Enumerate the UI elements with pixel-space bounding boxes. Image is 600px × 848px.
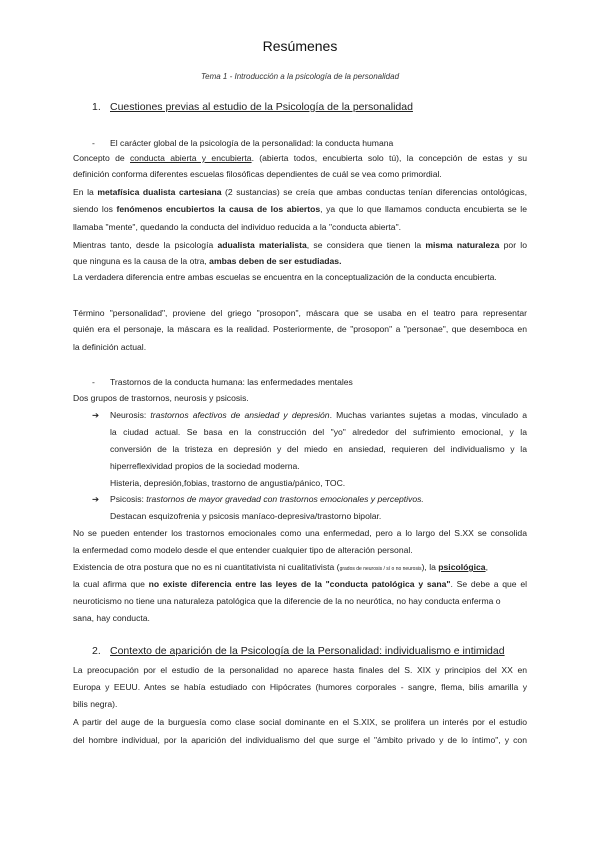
paragraph-line: Europa y EEUU. Antes se había estudiado con Hipócrates (humores corporales - sangre, flema, bilis amarilla y (73, 682, 527, 692)
paragraph-line: del hombre individual, por la aparición del individualismo del que surge el "ámbito privado y de lo íntimo", y con (73, 735, 527, 745)
section-2-number: 2. (92, 645, 101, 657)
bullet-dash: - (92, 138, 95, 148)
paragraph-line: quién era el personaje, la máscara es la realidad. Posteriormente, de "prosopon" a "personae", que desemboca en (73, 324, 527, 334)
paragraph-line: la ciudad actual. Se basa en la construcción del "yo" alrededor del sufrimiento emocional, y la (110, 427, 527, 437)
section-2-heading: Contexto de aparición de la Psicología de la Personalidad: individualismo e intimidad (110, 645, 505, 657)
paragraph-line: Término "personalidad", proviene del griego "prosopon", máscara que se usaba en el teatro para representar (73, 308, 527, 318)
arrow-bullet-icon: ➔ (92, 410, 100, 420)
paragraph-line: bilis negra). (73, 699, 118, 709)
bullet-dash: - (92, 377, 95, 387)
paragraph-line: la cual afirma que no existe diferencia entre las leyes de la "conducta patológica y sana". Se debe a que el (73, 579, 528, 589)
paragraph-line: neuroticismo no tiene una naturaleza patológica que la diferencie de la no neurótica, no hay conducta enferma o (73, 596, 501, 606)
paragraph-line: Destacan esquizofrenia y psicosis maníaco-depresiva/trastorno bipolar. (110, 511, 382, 521)
paragraph-line: conversión de la tristeza en depresión y del miedo en ansiedad, requieren del individualismo y la (110, 444, 527, 454)
paragraph-line: Concepto de conducta abierta y encubierta. (abierta todos, encubierta solo tú), la concepción de estas y su (73, 153, 528, 163)
section-1-number: 1. (92, 101, 101, 113)
paragraph-line: No se pueden entender los trastornos emocionales como una enfermedad, pero a lo largo del S.XX se consolida (73, 528, 527, 538)
bullet-1-text: El carácter global de la psicología de la personalidad: la conducta humana (110, 138, 394, 148)
paragraph-line: que ninguna es la causa de la otra, ambas deben de ser estudiadas. (73, 256, 342, 266)
paragraph-line: La verdadera diferencia entre ambas escuelas se encuentra en la conceptualización de la conducta encubierta. (73, 272, 497, 282)
paragraph-line: La preocupación por el estudio de la personalidad no aparece hasta finales del S. XIX y principios del XX en (73, 665, 527, 675)
paragraph-line: Psicosis: trastornos de mayor gravedad con trastornos emocionales y perceptivos. (110, 494, 424, 504)
paragraph-line: sana, hay conducta. (73, 613, 150, 623)
paragraph-line: Histeria, depresión,fobias, trastorno de angustia/pánico, TOC. (110, 478, 346, 488)
arrow-bullet-icon: ➔ (92, 494, 100, 504)
page-title: Resúmenes (262, 38, 338, 54)
bullet-2-text: Trastornos de la conducta humana: las enfermedades mentales (110, 377, 353, 387)
section-1-heading: Cuestiones previas al estudio de la Psicología de la personalidad (110, 101, 413, 113)
paragraph-line: llamaba "mente", quedando la conducta del individuo reducida a la "conducta abierta". (73, 222, 402, 232)
paragraph-line: la enfermedad como modelo desde el que entender cualquier tipo de alteración personal. (73, 545, 413, 555)
paragraph-line: Mientras tanto, desde la psicología adualista materialista, se considera que tienen la misma naturaleza por lo (73, 240, 527, 250)
paragraph-line: hiperreflexividad propios de la sociedad moderna. (110, 461, 300, 471)
paragraph-line: Existencia de otra postura que no es ni cuantitativista ni cualitativista (grados de neurosis / sí o no neurosis), la psicológica, (73, 562, 488, 572)
paragraph-line: Neurosis: trastornos afectivos de ansiedad y depresión. Muchas variantes sujetas a modas, vinculado a (110, 410, 528, 420)
paragraph-line: Dos grupos de trastornos, neurosis y psicosis. (73, 393, 249, 403)
paragraph-line: A partir del auge de la burguesía como clase social dominante en el S.XIX, se prolifera un interés por el estudio (73, 717, 527, 727)
page-subtitle: Tema 1 - Introducción a la psicología de la personalidad (200, 72, 400, 81)
paragraph-line: la definición actual. (73, 342, 147, 352)
paragraph-line: definición conforma diferentes escuelas filosóficas dependientes de cuál se vea como primordial. (73, 169, 442, 179)
paragraph-line: En la metafísica dualista cartesiana (2 sustancias) se creía que ambas conductas tenían diferencias ontológicas, (73, 187, 527, 197)
paragraph-line: siendo los fenómenos encubiertos la causa de los abiertos, ya que lo que llamamos conducta encubierta se le (73, 204, 527, 214)
